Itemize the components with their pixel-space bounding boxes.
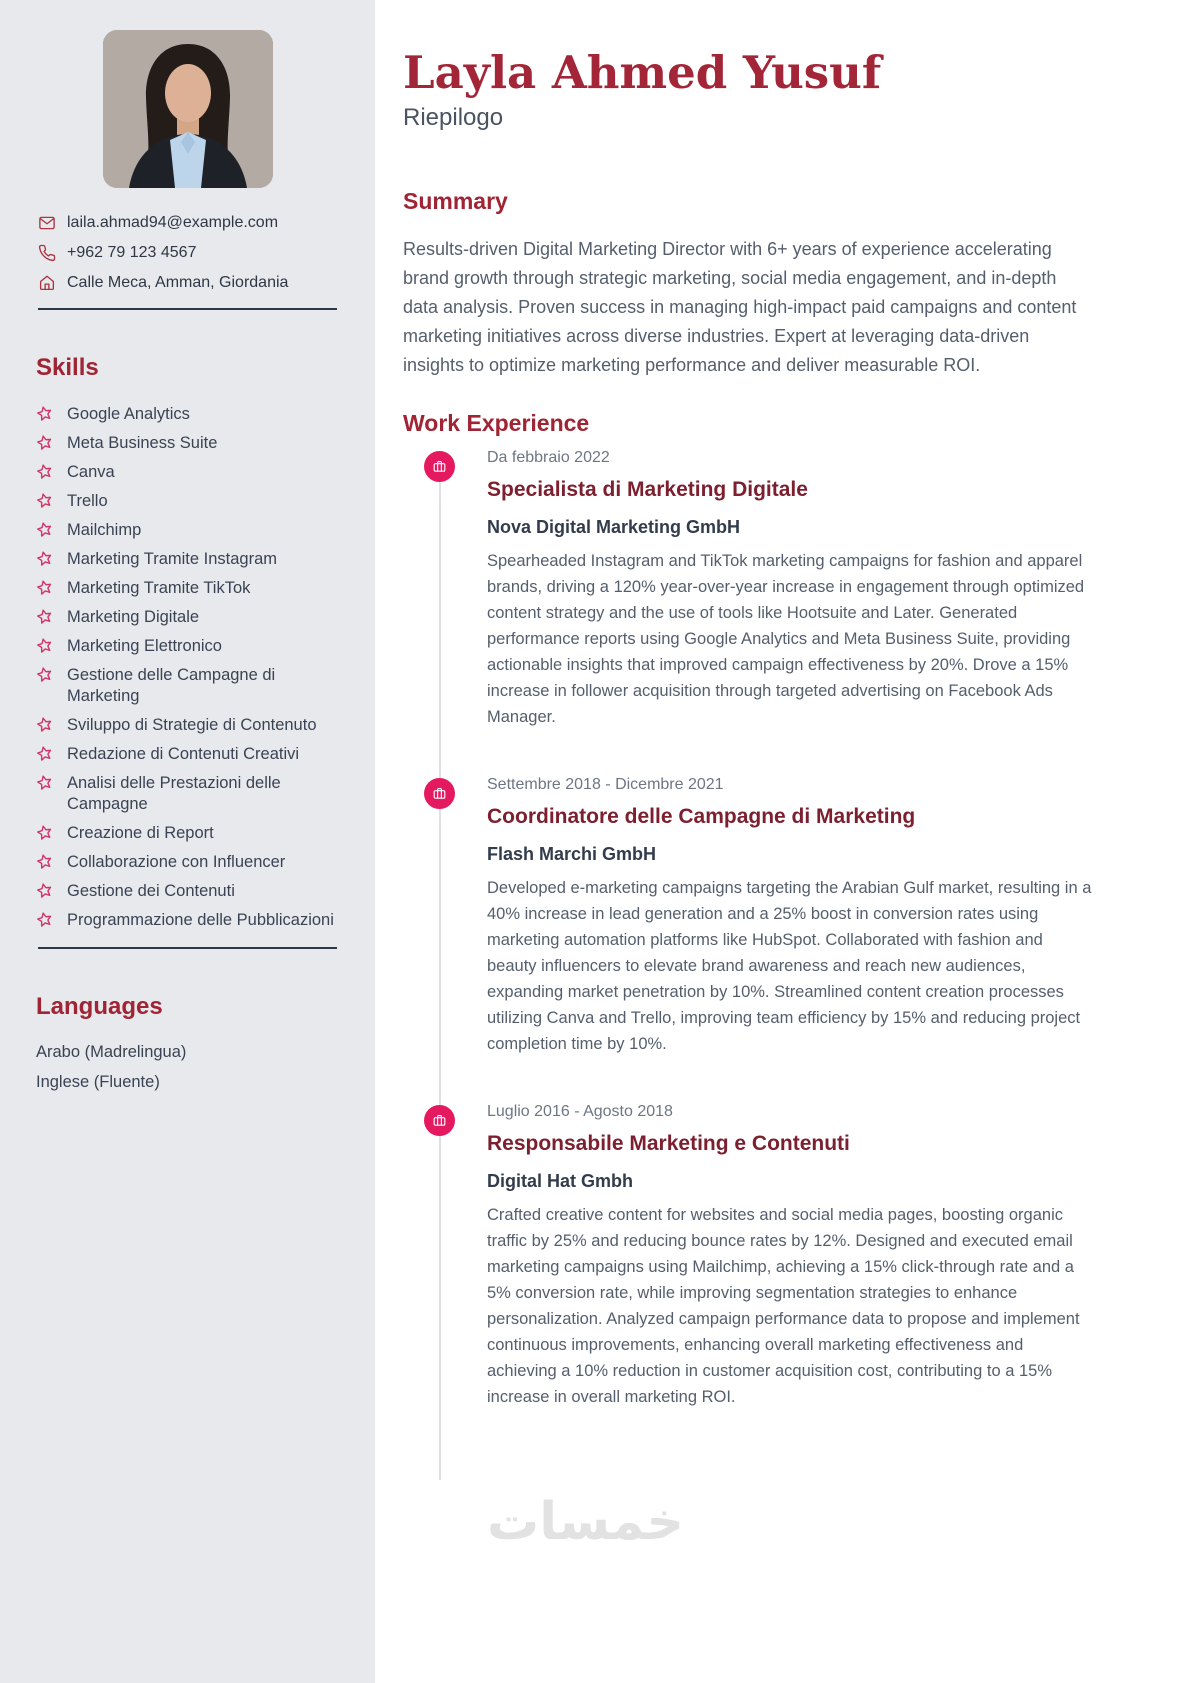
job-description: Developed e-marketing campaigns targeting the Arabian Gulf market, resulting in a 40% increase in lead generation and a 25% boost in conversion rates using marketing automation platforms like HubSpot. Collaborated with fashion and beauty influencers to elevate brand awareness and reach new audiences, expanding market penetration by 10%. Streamlined content creation processes utilizing Canva and Trello, improving team efficiency by 15% and reducing project completion time by 10%. [487, 878, 1092, 1053]
candidate-name: Layla Ahmed Yusuf [403, 46, 882, 99]
language-item: Arabo (Madrelingua) [36, 1043, 187, 1061]
skill-item [36, 549, 339, 570]
portrait-illustration [103, 30, 273, 188]
skill-label: Gestione delle Campagne di Marketing [67, 666, 276, 705]
language-item: Inglese (Fluente) [36, 1073, 160, 1091]
job-company: Digital Hat Gmbh [487, 1170, 634, 1191]
skill-label: Collaborazione con Influencer [67, 853, 286, 871]
skill-label: Marketing Tramite TikTok [67, 579, 251, 597]
contact-address [38, 274, 339, 292]
skill-label: Google Analytics [67, 405, 190, 423]
skill-item [36, 773, 339, 815]
skill-label: Gestione dei Contenuti [67, 882, 235, 900]
contact-email-text: laila.ahmad94@example.com [67, 214, 279, 231]
job-title: Coordinatore delle Campagne di Marketing [487, 804, 916, 828]
star-icon [36, 774, 53, 791]
star-icon [36, 463, 53, 480]
skill-item [36, 744, 339, 765]
skill-item [36, 910, 339, 931]
star-icon [36, 882, 53, 899]
experience-title: Work Experience [403, 409, 590, 436]
skill-item [36, 665, 339, 707]
skill-item [36, 881, 339, 902]
skill-label: Trello [67, 492, 108, 510]
experience-entry [403, 1103, 1094, 1410]
home-icon [38, 274, 56, 292]
star-icon [36, 716, 53, 733]
skill-label: Marketing Elettronico [67, 637, 222, 655]
skill-item [36, 852, 339, 873]
skill-item [36, 520, 339, 541]
skill-label: Redazione di Contenuti Creativi [67, 745, 300, 763]
star-icon [36, 550, 53, 567]
experience-entry [403, 776, 1094, 1057]
skill-label: Meta Business Suite [67, 434, 218, 452]
star-icon [36, 492, 53, 509]
profile-photo [103, 30, 273, 188]
star-icon [36, 434, 53, 451]
briefcase-icon [424, 1105, 455, 1136]
contact-email [38, 214, 339, 232]
star-icon [36, 745, 53, 762]
summary-title: Summary [403, 187, 508, 214]
contact-address-text: Calle Meca, Amman, Giordania [67, 274, 289, 291]
job-title: Responsabile Marketing e Contenuti [487, 1131, 850, 1155]
skill-label: Analisi delle Prestazioni delle Campagne [67, 774, 281, 813]
skill-item [36, 404, 339, 425]
skill-item [36, 823, 339, 844]
skill-label: Creazione di Report [67, 824, 214, 842]
job-description: Spearheaded Instagram and TikTok marketing campaigns for fashion and apparel brands, driving a 120% year-over-year increase in engagement through optimized content strategy and the use of tools like Hootsuite and Later. Generated performance reports using Google Analytics and Meta Business Suite, providing actionable insights that improved campaign effectiveness by 20%. Drove a 15% increase in follower acquisition through targeted advertising on Facebook Ads Manager. [487, 551, 1085, 726]
skill-label: Canva [67, 463, 115, 481]
job-title: Specialista di Marketing Digitale [487, 477, 808, 501]
sidebar-divider [38, 308, 337, 310]
briefcase-icon [424, 451, 455, 482]
languages-title: Languages [36, 993, 163, 1020]
main-content [375, 0, 1190, 1683]
summary-text: Results-driven Digital Marketing Director with 6+ years of experience accelerating brand growth through strategic marketing, social media engagement, and in-depth data analysis. Proven success in managing high-impact paid campaigns and content marketing initiatives across diverse industries. Expert at leveraging data-driven insights to optimize marketing performance and deliver measurable ROI. [403, 238, 1077, 375]
phone-icon [38, 244, 56, 262]
star-icon [36, 579, 53, 596]
job-period: Settembre 2018 - Dicembre 2021 [487, 775, 724, 793]
skill-item [36, 578, 339, 599]
star-icon [36, 911, 53, 928]
skill-item [36, 636, 339, 657]
skill-label: Mailchimp [67, 521, 142, 539]
skill-item [36, 433, 339, 454]
contact-phone [38, 244, 339, 262]
skills-title: Skills [36, 354, 99, 381]
job-company: Flash Marchi GmbH [487, 843, 657, 864]
skill-item [36, 462, 339, 483]
briefcase-icon [424, 778, 455, 809]
job-company: Nova Digital Marketing GmbH [487, 516, 741, 537]
skill-item [36, 715, 339, 736]
contact-phone-text: +962 79 123 4567 [67, 244, 197, 261]
star-icon [36, 824, 53, 841]
star-icon [36, 853, 53, 870]
job-description: Crafted creative content for websites and social media pages, boosting organic traffic by 25% and reducing bounce rates by 12%. Designed and executed email marketing campaigns using Mailchimp, achieving a 15% click-through rate and a 5% conversion rate, while improving segmentation strategies to enhance personalization. Analyzed campaign performance data to propose and implement continuous improvements, enhancing overall marketing effectiveness and achieving a 10% reduction in customer acquisition cost, contributing to a 15% increase in overall marketing ROI. [487, 1205, 1080, 1406]
star-icon [36, 608, 53, 625]
star-icon [36, 637, 53, 654]
candidate-subtitle: Riepilogo [403, 103, 504, 131]
star-icon [36, 666, 53, 683]
sidebar [0, 0, 375, 1683]
experience-entry [403, 449, 1094, 730]
job-period: Da febbraio 2022 [487, 448, 610, 466]
job-period: Luglio 2016 - Agosto 2018 [487, 1102, 673, 1120]
experience-timeline [403, 449, 1094, 1410]
skill-item [36, 607, 339, 628]
skill-label: Marketing Tramite Instagram [67, 550, 277, 568]
star-icon [36, 405, 53, 422]
skill-item [36, 491, 339, 512]
skills-list [36, 404, 339, 931]
sidebar-divider [38, 947, 337, 949]
contact-list [36, 214, 339, 292]
skill-label: Sviluppo di Strategie di Contenuto [67, 716, 317, 734]
skill-label: Programmazione delle Pubblicazioni [67, 911, 334, 929]
email-icon [38, 214, 56, 232]
khamsat-watermark: خمسات [487, 1491, 685, 1552]
skill-label: Marketing Digitale [67, 608, 200, 626]
languages-list [36, 1043, 339, 1092]
star-icon [36, 521, 53, 538]
